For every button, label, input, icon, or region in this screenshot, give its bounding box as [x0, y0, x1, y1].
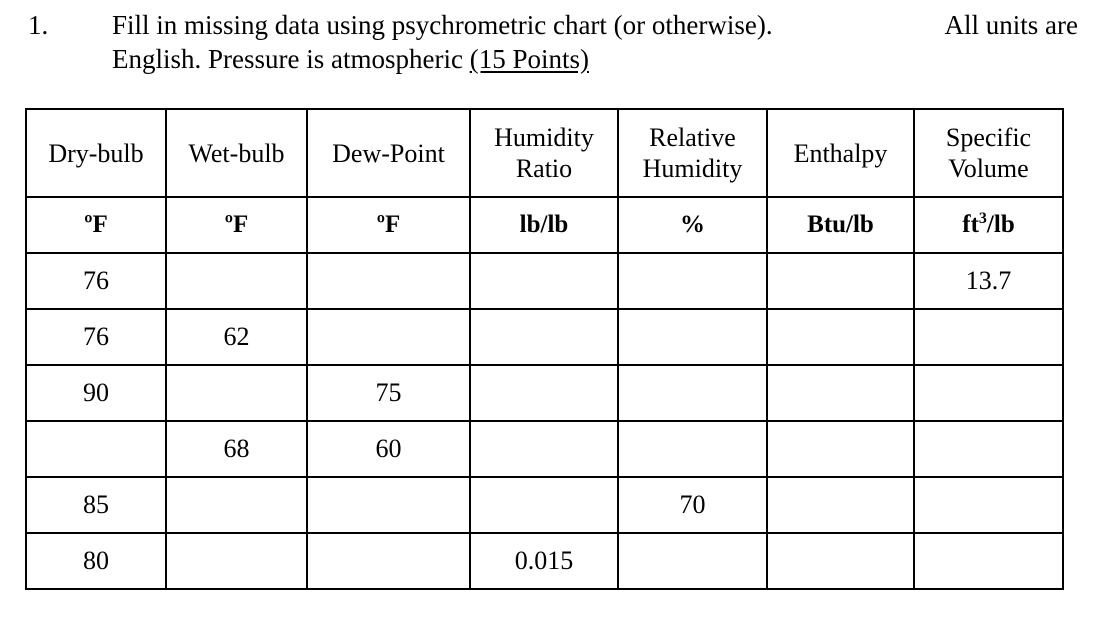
cell-dry-bulb — [26, 421, 166, 477]
cell-dry-bulb: 80 — [26, 533, 166, 589]
cell-dew-point — [307, 309, 470, 365]
unit-wet-bulb: ºF — [166, 197, 307, 253]
unit-relative-humidity: % — [618, 197, 767, 253]
question-line-1-part-1: Fill in missing data using psychrometric chart (or otherwise). — [112, 10, 773, 40]
cell-specific-volume: 13.7 — [914, 253, 1063, 309]
header-relative-humidity: Relative Humidity — [618, 109, 767, 197]
table-row — [26, 477, 1063, 533]
cell-wet-bulb: 68 — [166, 421, 307, 477]
cell-dew-point: 75 — [307, 365, 470, 421]
cell-relative-humidity: 70 — [618, 477, 767, 533]
cell-wet-bulb — [166, 477, 307, 533]
header-dry-bulb: Dry-bulb — [26, 109, 166, 197]
header-dew-point: Dew-Point — [307, 109, 470, 197]
question-line-2 — [112, 42, 1078, 76]
unit-enthalpy: Btu/lb — [767, 197, 914, 253]
unit-specific-volume: $ft^3/lb$ — [914, 197, 1063, 253]
header-row — [26, 109, 1063, 197]
question-text — [112, 8, 1078, 76]
table-row — [26, 533, 1063, 589]
header-wet-bulb: Wet-bulb — [166, 109, 307, 197]
cell-specific-volume — [914, 421, 1063, 477]
cell-humidity-ratio — [470, 309, 618, 365]
table-row — [26, 309, 1063, 365]
question-line-1 — [112, 8, 1078, 42]
question-line-2-text: English. Pressure is atmospheric — [112, 44, 470, 74]
question-line-1-part-2: All units are — [944, 10, 1078, 40]
cell-dew-point — [307, 533, 470, 589]
psychrometric-table — [25, 108, 1064, 590]
cell-enthalpy — [767, 253, 914, 309]
cell-relative-humidity — [618, 421, 767, 477]
unit-dew-point: ºF — [307, 197, 470, 253]
cell-enthalpy — [767, 365, 914, 421]
header-specific-volume: Specific Volume — [914, 109, 1063, 197]
cell-specific-volume — [914, 309, 1063, 365]
cell-relative-humidity — [618, 253, 767, 309]
cell-wet-bulb: 62 — [166, 309, 307, 365]
cell-dew-point — [307, 477, 470, 533]
cell-dry-bulb: 90 — [26, 365, 166, 421]
question-points: (15 Points) — [469, 44, 589, 74]
table-row — [26, 365, 1063, 421]
unit-dry-bulb: ºF — [26, 197, 166, 253]
cell-humidity-ratio — [470, 253, 618, 309]
question-number: 1. — [28, 10, 49, 40]
cell-dry-bulb: 76 — [26, 253, 166, 309]
cell-humidity-ratio — [470, 365, 618, 421]
units-row — [26, 197, 1063, 253]
table-row — [26, 421, 1063, 477]
cell-relative-humidity — [618, 533, 767, 589]
cell-enthalpy — [767, 477, 914, 533]
table-row — [26, 253, 1063, 309]
cell-dew-point: 60 — [307, 421, 470, 477]
cell-dew-point — [307, 253, 470, 309]
header-humidity-ratio: Humidity Ratio — [470, 109, 618, 197]
header-enthalpy: Enthalpy — [767, 109, 914, 197]
cell-wet-bulb — [166, 533, 307, 589]
cell-humidity-ratio — [470, 477, 618, 533]
cell-enthalpy — [767, 309, 914, 365]
cell-relative-humidity — [618, 309, 767, 365]
cell-wet-bulb — [166, 253, 307, 309]
cell-specific-volume — [914, 365, 1063, 421]
cell-specific-volume — [914, 533, 1063, 589]
cell-dry-bulb: 85 — [26, 477, 166, 533]
cell-humidity-ratio: 0.015 — [470, 533, 618, 589]
unit-humidity-ratio: lb/lb — [470, 197, 618, 253]
cell-wet-bulb — [166, 365, 307, 421]
cell-dry-bulb: 76 — [26, 309, 166, 365]
cell-specific-volume — [914, 477, 1063, 533]
cell-enthalpy — [767, 421, 914, 477]
cell-relative-humidity — [618, 365, 767, 421]
cell-humidity-ratio — [470, 421, 618, 477]
cell-enthalpy — [767, 533, 914, 589]
